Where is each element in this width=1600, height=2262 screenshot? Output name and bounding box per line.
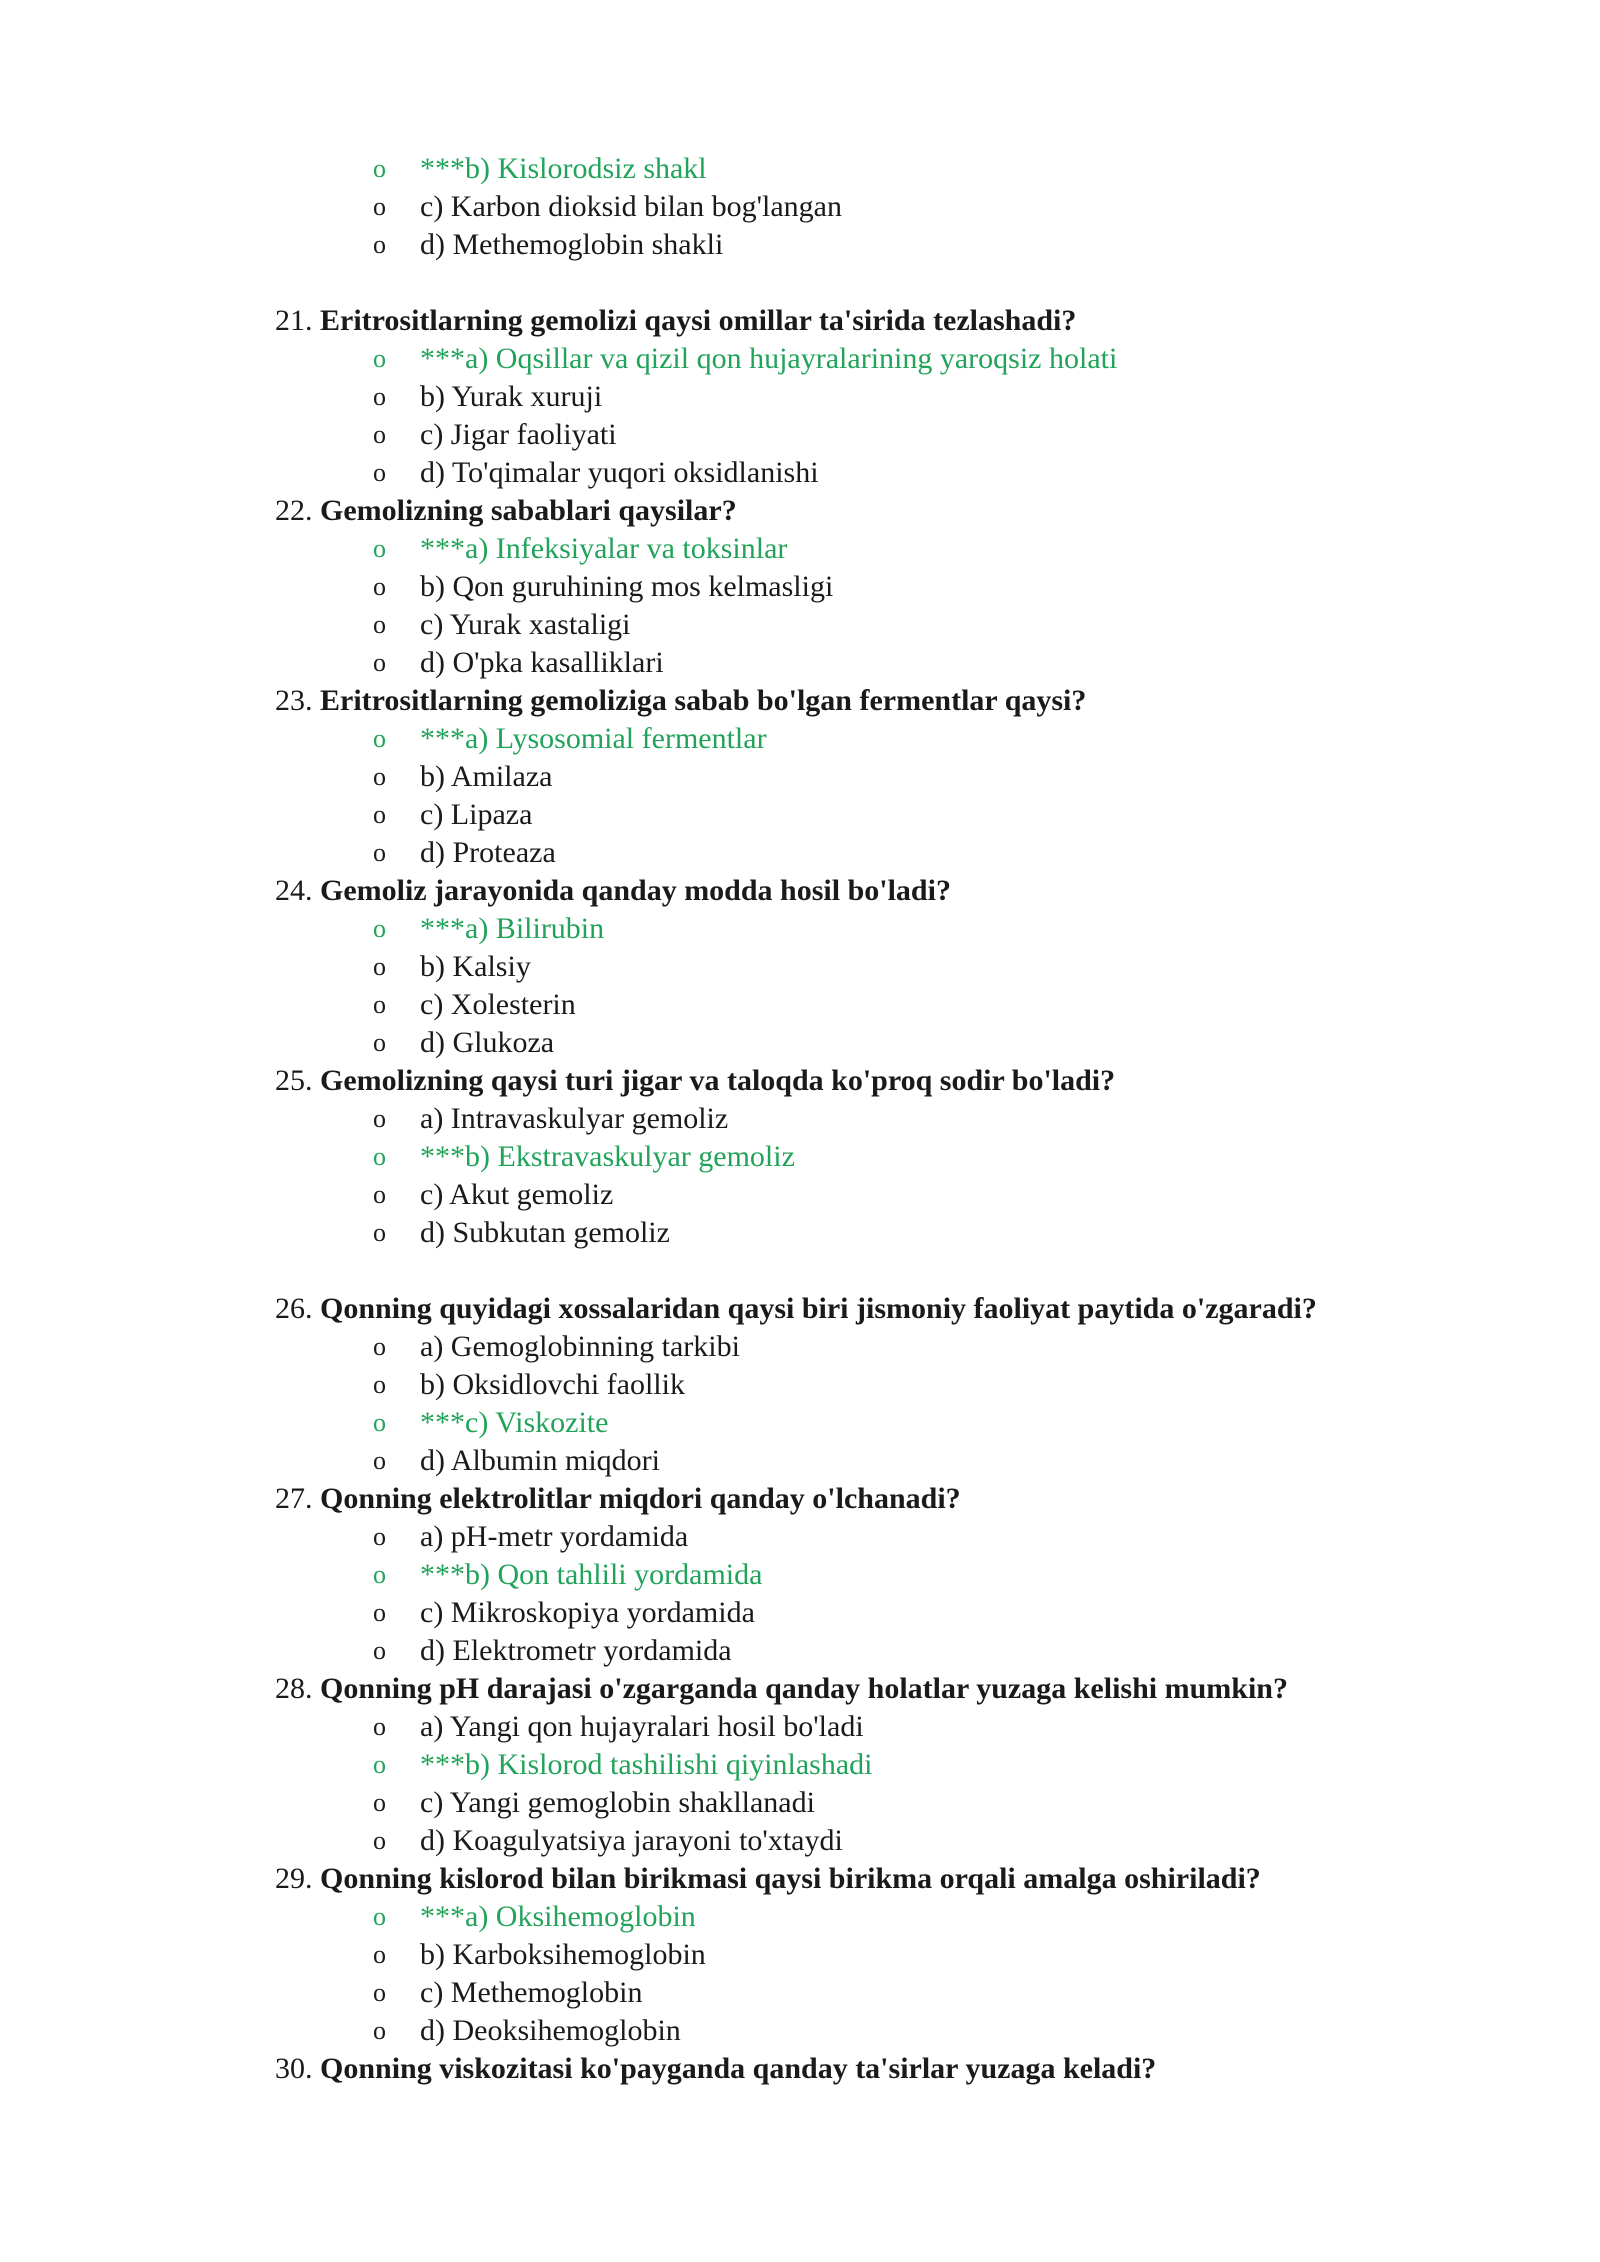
option-text: ***a) Lysosomial fermentlar [420, 722, 767, 755]
bullet-icon: o [373, 1522, 386, 1551]
bullet-icon: o [373, 952, 386, 981]
bullet-icon: o [373, 1370, 386, 1399]
question-number: 28. [275, 1672, 313, 1705]
option-text: b) Kalsiy [420, 950, 531, 983]
answer-option-correct [0, 1138, 1600, 1176]
question-text: Qonning quyidagi xossalaridan qaysi biri jismoniy faoliyat paytida o'zgaradi? [320, 1292, 1317, 1325]
bullet-icon: o [373, 1750, 386, 1779]
answer-option [0, 1442, 1600, 1480]
option-text: ***b) Ekstravaskulyar gemoliz [420, 1140, 795, 1173]
question-heading [0, 872, 1600, 910]
bullet-icon: o [373, 1446, 386, 1475]
answer-option-correct [0, 1746, 1600, 1784]
answer-option [0, 2012, 1600, 2050]
option-text: ***c) Viskozite [420, 1406, 609, 1439]
question-22 [0, 492, 1600, 682]
option-text: ***b) Kislorod tashilishi qiyinlashadi [420, 1748, 873, 1781]
option-text: c) Yurak xastaligi [420, 608, 631, 641]
question-23 [0, 682, 1600, 872]
bullet-icon: o [373, 382, 386, 411]
question-number: 22. [275, 494, 313, 527]
answer-option [0, 1594, 1600, 1632]
answer-option [0, 416, 1600, 454]
option-text: d) Deoksihemoglobin [420, 2014, 681, 2047]
spacer [0, 264, 1600, 302]
question-heading [0, 1290, 1600, 1328]
answer-option [0, 1708, 1600, 1746]
question-text: Qonning viskozitasi ko'payganda qanday ta'sirlar yuzaga keladi? [320, 2052, 1157, 2085]
question-21 [0, 302, 1600, 492]
option-text: c) Mikroskopiya yordamida [420, 1596, 755, 1629]
option-text: a) Intravaskulyar gemoliz [420, 1102, 729, 1135]
option-text: b) Oksidlovchi faollik [420, 1368, 685, 1401]
intro-options-list [0, 150, 1600, 264]
answer-option-correct [0, 1898, 1600, 1936]
bullet-icon: o [373, 572, 386, 601]
bullet-icon: o [373, 610, 386, 639]
bullet-icon: o [373, 914, 386, 943]
question-text: Gemoliz jarayonida qanday modda hosil bo'ladi? [320, 874, 951, 907]
bullet-icon: o [373, 344, 386, 373]
answer-option [0, 834, 1600, 872]
option-text: ***a) Infeksiyalar va toksinlar [420, 532, 788, 565]
option-text: d) Glukoza [420, 1026, 555, 1059]
answer-option-correct [0, 340, 1600, 378]
option-text: c) Xolesterin [420, 988, 576, 1021]
answer-option [0, 1176, 1600, 1214]
answer-option [0, 606, 1600, 644]
bullet-icon: o [373, 458, 386, 487]
question-number: 30. [275, 2052, 313, 2085]
option-text: c) Yangi gemoglobin shakllanadi [420, 1786, 815, 1819]
bullet-icon: o [373, 1142, 386, 1171]
answer-option [0, 378, 1600, 416]
bullet-icon: o [373, 1598, 386, 1627]
question-text: Gemolizning qaysi turi jigar va taloqda ko'proq sodir bo'ladi? [320, 1064, 1116, 1097]
question-number: 25. [275, 1064, 313, 1097]
bullet-icon: o [373, 1712, 386, 1741]
answer-option [0, 568, 1600, 606]
answer-option-correct [0, 910, 1600, 948]
question-text: Eritrositlarning gemolizi qaysi omillar ta'sirida tezlashadi? [320, 304, 1077, 337]
answer-option [0, 758, 1600, 796]
option-text: d) Albumin miqdori [420, 1444, 660, 1477]
option-text: d) To'qimalar yuqori oksidlanishi [420, 456, 819, 489]
answer-option-correct [0, 1404, 1600, 1442]
bullet-icon: o [373, 1940, 386, 1969]
answer-option [0, 644, 1600, 682]
answer-option [0, 1784, 1600, 1822]
question-text: Gemolizning sabablari qaysilar? [320, 494, 737, 527]
question-text: Eritrositlarning gemoliziga sabab bo'lgan fermentlar qaysi? [320, 684, 1087, 717]
answer-option [0, 1024, 1600, 1062]
answer-option [0, 226, 1600, 264]
question-heading [0, 302, 1600, 340]
bullet-icon: o [373, 724, 386, 753]
bullet-icon: o [373, 1028, 386, 1057]
bullet-icon: o [373, 648, 386, 677]
question-text: Qonning kislorod bilan birikmasi qaysi birikma orqali amalga oshiriladi? [320, 1862, 1261, 1895]
bullet-icon: o [373, 838, 386, 867]
option-text: a) Gemoglobinning tarkibi [420, 1330, 740, 1363]
bullet-icon: o [373, 192, 386, 221]
bullet-icon: o [373, 1560, 386, 1589]
answer-option [0, 1974, 1600, 2012]
bullet-icon: o [373, 1218, 386, 1247]
answer-option [0, 1214, 1600, 1252]
answer-option [0, 796, 1600, 834]
answer-option [0, 1100, 1600, 1138]
question-heading [0, 1670, 1600, 1708]
option-text: d) O'pka kasalliklari [420, 646, 664, 679]
question-number: 27. [275, 1482, 313, 1515]
question-27 [0, 1480, 1600, 1670]
bullet-icon: o [373, 990, 386, 1019]
option-text: b) Qon guruhining mos kelmasligi [420, 570, 834, 603]
option-text: c) Lipaza [420, 798, 533, 831]
answer-option-correct [0, 1556, 1600, 1594]
bullet-icon: o [373, 1636, 386, 1665]
answer-option [0, 986, 1600, 1024]
option-text: d) Koagulyatsiya jarayoni to'xtaydi [420, 1824, 843, 1857]
answer-option [0, 1366, 1600, 1404]
answer-option [0, 1518, 1600, 1556]
answer-option [0, 1822, 1600, 1860]
option-text: c) Jigar faoliyati [420, 418, 617, 451]
option-text: a) Yangi qon hujayralari hosil bo'ladi [420, 1710, 864, 1743]
option-text: ***a) Oqsillar va qizil qon hujayralarining yaroqsiz holati [420, 342, 1118, 375]
bullet-icon: o [373, 1332, 386, 1361]
bullet-icon: o [373, 762, 386, 791]
spacer [0, 1252, 1600, 1290]
question-28 [0, 1670, 1600, 1860]
option-text: ***a) Oksihemoglobin [420, 1900, 696, 1933]
question-number: 21. [275, 304, 313, 337]
bullet-icon: o [373, 1180, 386, 1209]
option-text: ***b) Qon tahlili yordamida [420, 1558, 763, 1591]
question-heading [0, 1062, 1600, 1100]
option-text: c) Methemoglobin [420, 1976, 643, 2009]
option-text: c) Karbon dioksid bilan bog'langan [420, 190, 842, 223]
bullet-icon: o [373, 1826, 386, 1855]
question-24 [0, 872, 1600, 1062]
bullet-icon: o [373, 154, 386, 183]
question-heading [0, 682, 1600, 720]
question-number: 24. [275, 874, 313, 907]
document-page [0, 150, 1600, 2088]
question-text: Qonning pH darajasi o'zgarganda qanday holatlar yuzaga kelishi mumkin? [320, 1672, 1288, 1705]
option-text: d) Methemoglobin shakli [420, 228, 724, 261]
option-text: c) Akut gemoliz [420, 1178, 614, 1211]
option-text: ***b) Kislorodsiz shakl [420, 152, 707, 185]
bullet-icon: o [373, 1978, 386, 2007]
bullet-icon: o [373, 1788, 386, 1817]
answer-option [0, 188, 1600, 226]
question-30 [0, 2050, 1600, 2088]
question-text: Qonning elektrolitlar miqdori qanday o'lchanadi? [320, 1482, 961, 1515]
answer-option-correct [0, 720, 1600, 758]
question-heading [0, 2050, 1600, 2088]
option-text: b) Amilaza [420, 760, 553, 793]
answer-option [0, 948, 1600, 986]
bullet-icon: o [373, 1408, 386, 1437]
answer-option [0, 1328, 1600, 1366]
bullet-icon: o [373, 1104, 386, 1133]
bullet-icon: o [373, 534, 386, 563]
answer-option-correct [0, 530, 1600, 568]
question-number: 23. [275, 684, 313, 717]
answer-option-correct [0, 150, 1600, 188]
option-text: b) Yurak xuruji [420, 380, 603, 413]
option-text: d) Elektrometr yordamida [420, 1634, 732, 1667]
question-heading [0, 1480, 1600, 1518]
answer-option [0, 1936, 1600, 1974]
bullet-icon: o [373, 800, 386, 829]
question-29 [0, 1860, 1600, 2050]
question-number: 29. [275, 1862, 313, 1895]
answer-option [0, 1632, 1600, 1670]
answer-option [0, 454, 1600, 492]
question-heading [0, 492, 1600, 530]
bullet-icon: o [373, 230, 386, 259]
question-25 [0, 1062, 1600, 1252]
option-text: ***a) Bilirubin [420, 912, 605, 945]
option-text: b) Karboksihemoglobin [420, 1938, 706, 1971]
option-text: a) pH-metr yordamida [420, 1520, 689, 1553]
option-text: d) Proteaza [420, 836, 556, 869]
bullet-icon: o [373, 2016, 386, 2045]
question-heading [0, 1860, 1600, 1898]
question-26 [0, 1290, 1600, 1480]
option-text: d) Subkutan gemoliz [420, 1216, 670, 1249]
question-number: 26. [275, 1292, 313, 1325]
bullet-icon: o [373, 420, 386, 449]
bullet-icon: o [373, 1902, 386, 1931]
